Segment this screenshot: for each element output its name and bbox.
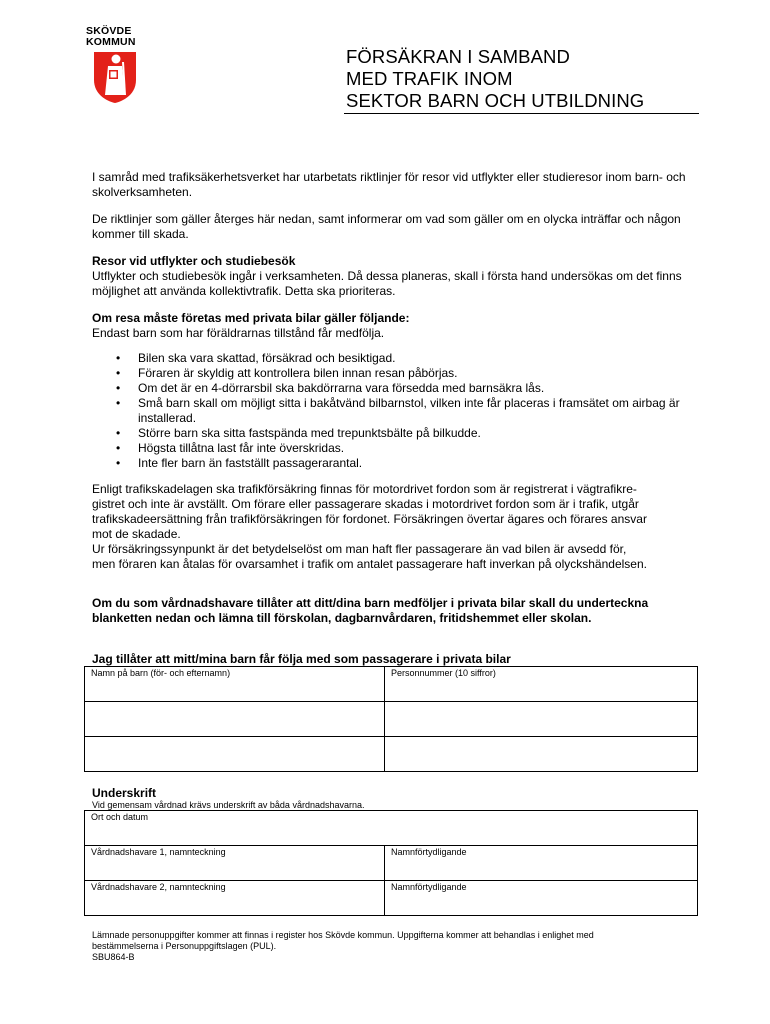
title-divider <box>344 113 699 114</box>
table-row <box>85 881 698 916</box>
personal-number-label: Personnummer (10 siffror) <box>391 668 496 678</box>
child-name-label: Namn på barn (för- och efternamn) <box>91 668 231 678</box>
insurance-line: mot de skadade. <box>92 527 181 541</box>
list-item: • Om det är en 4-dörrarsbil ska bakdörrarna vara försedda med barnsäkra lås. <box>138 381 702 396</box>
table-row <box>85 667 698 702</box>
section-text-excursions: Utflykter och studiebesök ingår i verksamheten. Då dessa planeras, skall i första hand undersökas om det finns möjlighet att använda kollektivtrafik. Detta ska prioriteras. <box>92 269 682 298</box>
document-title <box>346 46 644 112</box>
child-name-field[interactable] <box>85 702 385 737</box>
guardian1-signature-field[interactable] <box>85 846 385 881</box>
personal-number-field[interactable] <box>385 737 698 772</box>
privacy-footer <box>92 930 692 963</box>
clarification-label: Namnförtydligande <box>391 882 467 892</box>
private-cars-section <box>92 311 702 341</box>
form-code: SBU864-B <box>92 952 135 962</box>
table-row <box>85 737 698 772</box>
logo-text-line-1: SKÖVDE <box>86 25 132 37</box>
footer-line: Lämnade personuppgifter kommer att finnas i register hos Skövde kommun. Uppgifterna kommer att behandlas i enlighet med <box>92 930 594 940</box>
title-line: FÖRSÄKRAN I SAMBAND <box>346 46 570 67</box>
title-line: SEKTOR BARN OCH UTBILDNING <box>346 90 645 111</box>
child-name-field[interactable] <box>85 737 385 772</box>
list-item: • Inte fler barn än fastställt passagerarantal. <box>138 456 702 471</box>
insurance-line: trafikskadeersättning från trafikförsäkringen för fordonet. Försäkringen övertar ägares och förares ansvar <box>92 512 647 526</box>
list-item: • Föraren är skyldig att kontrollera bilen innan resan påbörjas. <box>138 366 702 381</box>
guardian2-label: Vårdnadshavare 2, namnteckning <box>91 882 226 892</box>
personal-number-field[interactable] <box>385 667 698 702</box>
coat-of-arms-icon <box>92 50 138 104</box>
guardian1-clarification-field[interactable] <box>385 846 698 881</box>
municipality-logo <box>86 26 152 104</box>
guidelines-text <box>92 170 702 584</box>
guardian1-label: Vårdnadshavare 1, namnteckning <box>91 847 226 857</box>
children-table <box>84 666 698 772</box>
place-date-field[interactable] <box>85 811 698 846</box>
guardian2-clarification-field[interactable] <box>385 881 698 916</box>
list-item: • Små barn skall om möjligt sitta i bakåtvänd bilbarnstol, vilken inte får placeras i framsätet om airbag är installerad. <box>138 396 702 426</box>
section-heading-excursions: Resor vid utflykter och studiebesök <box>92 254 296 268</box>
table-row <box>85 702 698 737</box>
intro-paragraph-2: De riktlinjer som gäller återges här nedan, samt informerar om vad som gäller om en olycka inträffar och någon kommer till skada. <box>92 212 681 241</box>
guardian2-signature-field[interactable] <box>85 881 385 916</box>
signature-heading: Underskrift <box>92 786 157 800</box>
signature-note: Vid gemensam vårdnad krävs underskrift av båda vårdnadshavarna. <box>92 800 365 810</box>
insurance-line: Ur försäkringssynpunkt är det betydelselöst om man haft fler passagerare än vad bilen är avsedd för, <box>92 542 627 556</box>
section-text-private-cars: Endast barn som har föräldrarnas tillstånd får medfölja. <box>92 326 385 340</box>
list-item: • Större barn ska sitta fastspända med trepunktsbälte på bilkudde. <box>138 426 702 441</box>
place-date-label: Ort och datum <box>91 812 149 822</box>
permission-form-title: Jag tillåter att mitt/mina barn får följa med som passagerare i privata bilar <box>92 652 511 666</box>
table-row <box>85 811 698 846</box>
insurance-paragraph <box>92 482 702 572</box>
consent-line: Om du som vårdnadshavare tillåter att ditt/dina barn medföljer i privata bilar skall du underteckna <box>92 596 649 610</box>
child-name-field[interactable] <box>85 667 385 702</box>
section-heading-private-cars: Om resa måste företas med privata bilar gäller följande: <box>92 311 410 325</box>
personal-number-field[interactable] <box>385 702 698 737</box>
intro-paragraph-1: I samråd med trafiksäkerhetsverket har utarbetats riktlinjer för resor vid utflykter eller studieresor inom barn- och skolverksamheten. <box>92 170 686 199</box>
list-item: • Högsta tillåtna last får inte överskridas. <box>138 441 702 456</box>
consent-line: blanketten nedan och lämna till förskolan, dagbarnvårdaren, fritidshemmet eller skolan. <box>92 611 592 625</box>
insurance-line: Enligt trafikskadelagen ska trafikförsäkring finnas för motordrivet fordon som är registrerat i vägtrafikre- <box>92 482 637 496</box>
consent-instruction <box>92 596 702 626</box>
clarification-label: Namnförtydligande <box>391 847 467 857</box>
excursions-section <box>92 254 702 299</box>
table-row <box>85 846 698 881</box>
list-item: • Bilen ska vara skattad, försäkrad och besiktigad. <box>138 351 702 366</box>
insurance-line: gistret och inte är avställt. Om förare eller passagerare skadas i motordrivet fordon som är i trafik, utgår <box>92 497 639 511</box>
signature-table <box>84 810 698 916</box>
footer-line: bestämmelserna i Personuppgiftslagen (PUL). <box>92 941 277 951</box>
rules-list <box>92 351 702 471</box>
insurance-line: men föraren kan åtalas för ovarsamhet i trafik om antalet passagerare haft inverkan på olyckshändelsen. <box>92 557 647 571</box>
title-line: MED TRAFIK INOM <box>346 68 513 89</box>
logo-text-line-2: KOMMUN <box>86 36 136 48</box>
